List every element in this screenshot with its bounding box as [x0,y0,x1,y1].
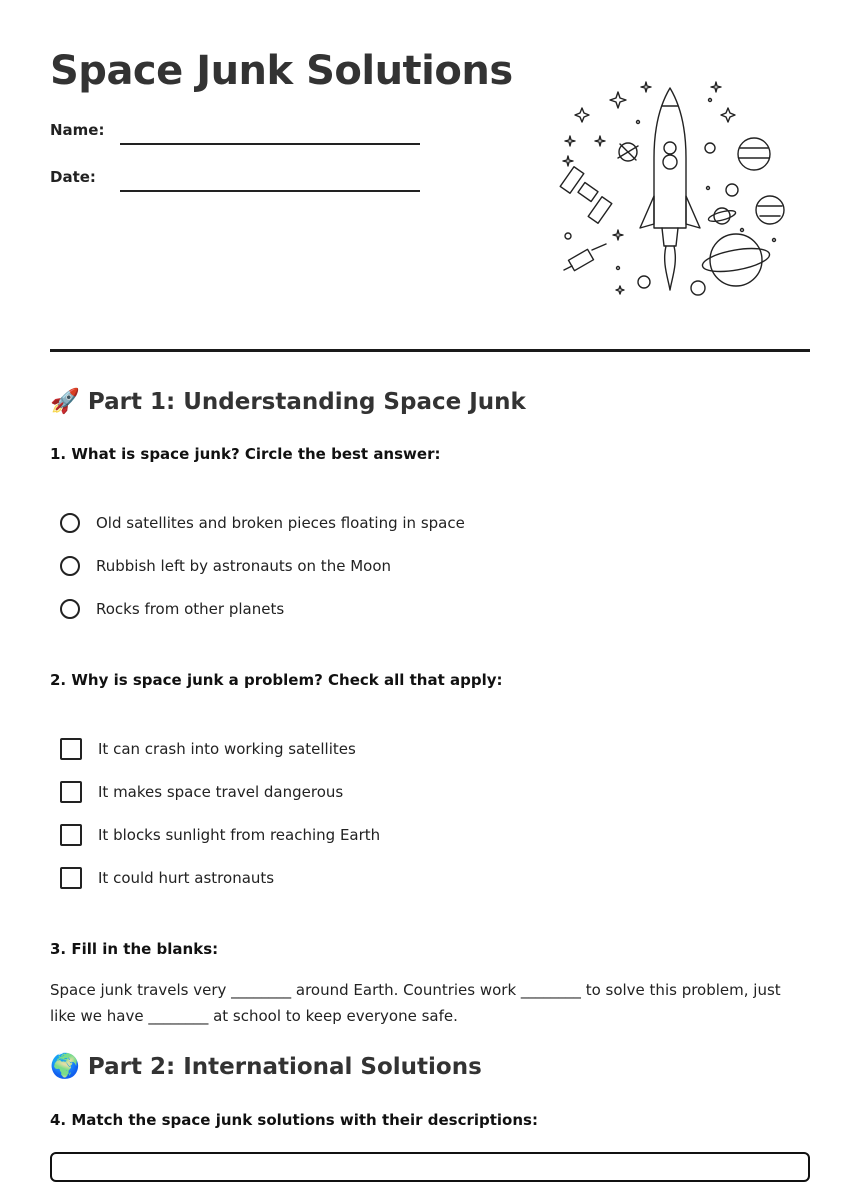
q2-option-1-label: It can crash into working satellites [98,740,356,758]
date-line[interactable] [120,190,420,192]
question-3-prompt: 3. Fill in the blanks: [50,940,219,958]
checkbox[interactable] [60,824,82,846]
q1-option-1-label: Old satellites and broken pieces floating in space [96,514,465,532]
q2-option-2-label: It makes space travel dangerous [98,783,344,801]
date-label: Date: [50,168,96,186]
radio-circle[interactable] [60,599,80,619]
part2-heading-text: Part 2: International Solutions [87,1054,482,1080]
q1-option-3-label: Rocks from other planets [96,600,285,618]
checkbox[interactable] [60,781,82,803]
question-2-prompt: 2. Why is space junk a problem? Check all that apply: [50,671,503,689]
satellite-icon [560,143,638,271]
name-line[interactable] [120,143,420,145]
worksheet-title: Space Junk Solutions [50,48,513,94]
q2-option-2[interactable] [60,780,343,804]
radio-circle[interactable] [60,513,80,533]
rocket-icon [640,88,700,290]
q2-option-3[interactable] [60,823,380,847]
name-field[interactable] [50,121,420,151]
part1-heading-text: Part 1: Understanding Space Junk [87,389,526,415]
question-4-prompt: 4. Match the space junk solutions with their descriptions: [50,1111,538,1129]
matching-table [50,1152,810,1182]
q2-option-4-label: It could hurt astronauts [98,869,275,887]
q1-option-2-label: Rubbish left by astronauts on the Moon [96,557,391,575]
fill-in-blanks-text: Space junk travels very ________ around Earth. Countries work ________ to solve this problem, just like we have ________ at school to keep everyone safe. [50,981,781,1025]
question-1-prompt: 1. What is space junk? Circle the best answer: [50,445,441,463]
globe-icon: 🌍 [50,1052,80,1080]
q2-option-1[interactable] [60,737,356,761]
q1-option-2[interactable] [60,554,391,578]
q2-option-3-label: It blocks sunlight from reaching Earth [98,826,381,844]
rocket-planets-satellites-illustration [558,78,790,300]
planet-icon [638,138,784,295]
checkbox[interactable] [60,738,82,760]
star-icon [563,82,776,294]
name-label: Name: [50,121,105,139]
part2-heading [50,1052,482,1080]
q1-option-1[interactable] [60,511,465,535]
date-field[interactable] [50,168,420,198]
section-divider [50,349,810,352]
rocket-icon: 🚀 [50,387,80,415]
q1-option-3[interactable] [60,597,284,621]
part1-heading [50,387,526,415]
radio-circle[interactable] [60,556,80,576]
checkbox[interactable] [60,867,82,889]
q2-option-4[interactable] [60,866,274,890]
